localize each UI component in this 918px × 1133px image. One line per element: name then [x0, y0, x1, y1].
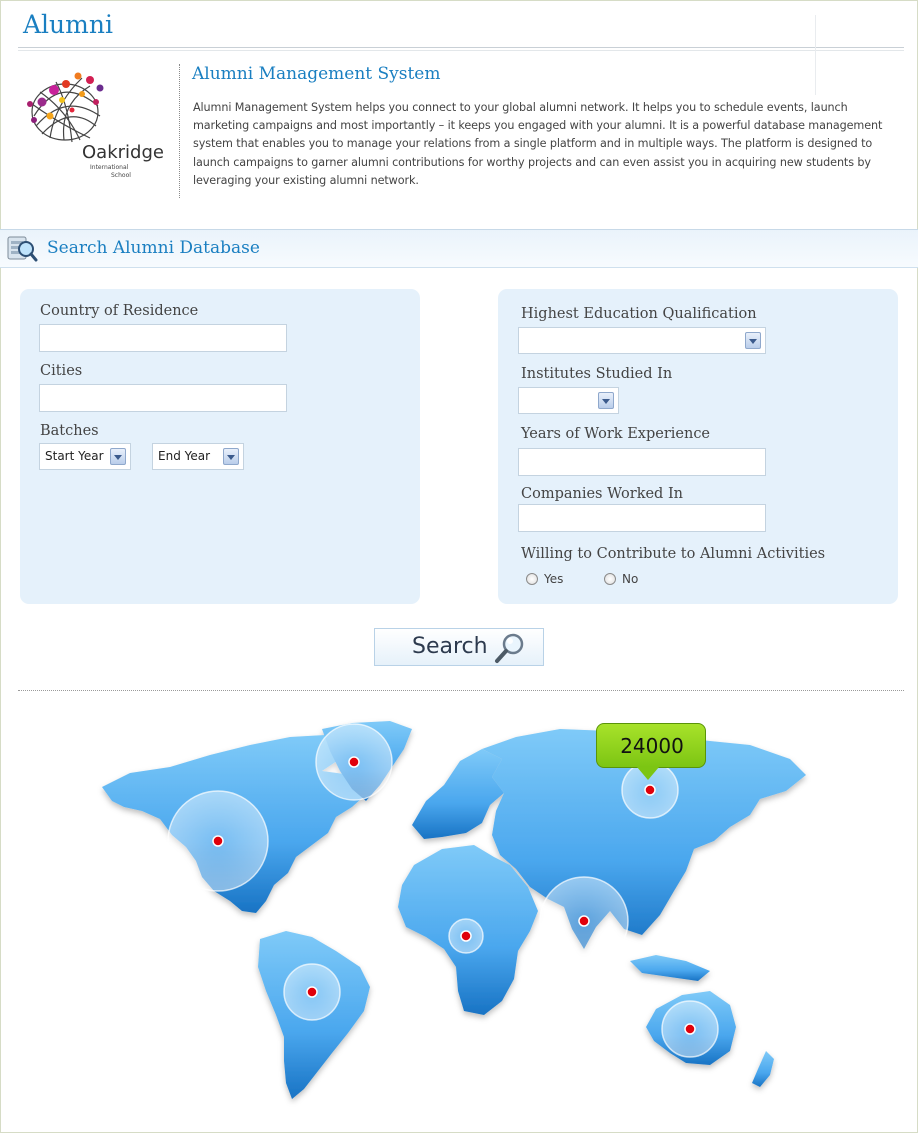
contribute-no-radio[interactable]: [604, 573, 616, 585]
vertical-divider: [179, 64, 180, 198]
contribute-no-label[interactable]: No: [622, 572, 639, 586]
cities-label: Cities: [40, 363, 83, 379]
contribute-yes-label[interactable]: Yes: [544, 572, 564, 586]
country-label: Country of Residence: [40, 303, 199, 319]
cities-input[interactable]: [39, 384, 287, 412]
institutes-select[interactable]: [518, 387, 619, 414]
region-europe: [412, 749, 504, 839]
search-button-label: Search: [412, 634, 488, 659]
title-rule: [18, 47, 904, 48]
experience-input[interactable]: [518, 448, 766, 476]
magnifier-icon: [493, 632, 527, 664]
batches-label: Batches: [40, 423, 99, 439]
country-input[interactable]: [39, 324, 287, 352]
map-tooltip: [596, 723, 706, 768]
contribute-yes-radio[interactable]: [526, 573, 538, 585]
chevron-down-icon[interactable]: [223, 448, 239, 465]
marker-south-america[interactable]: [307, 987, 317, 997]
marker-africa[interactable]: [461, 931, 471, 941]
about-title: Alumni Management System: [192, 64, 441, 84]
alumni-world-map: [90, 715, 820, 1115]
search-button[interactable]: [374, 628, 544, 666]
logo-subtitle-1: International: [90, 164, 129, 171]
dotted-separator: [18, 690, 904, 691]
tooltip-value: 24000: [620, 734, 684, 758]
end-year-value: End Year: [158, 449, 211, 463]
marker-australia[interactable]: [685, 1024, 695, 1034]
region-new-zealand: [752, 1051, 774, 1087]
institutes-label: Institutes Studied In: [521, 366, 673, 382]
school-logo: [20, 64, 170, 189]
decorative-line: [815, 15, 816, 95]
logo-subtitle-2: School: [111, 172, 131, 179]
chevron-down-icon[interactable]: [745, 332, 761, 349]
chevron-down-icon[interactable]: [110, 448, 126, 465]
companies-label: Companies Worked In: [521, 486, 684, 502]
companies-input[interactable]: [518, 504, 766, 532]
education-select[interactable]: [518, 327, 766, 354]
chevron-down-icon[interactable]: [598, 392, 614, 409]
end-year-select[interactable]: [152, 443, 244, 470]
experience-label: Years of Work Experience: [521, 426, 711, 442]
start-year-value: Start Year: [45, 449, 104, 463]
page-title: Alumni: [23, 10, 113, 39]
marker-india[interactable]: [579, 916, 589, 926]
search-section-title: Search Alumni Database: [47, 238, 260, 258]
logo-name: Oakridge: [82, 142, 164, 163]
database-search-icon: [6, 233, 38, 263]
start-year-select[interactable]: [39, 443, 131, 470]
contribute-label: Willing to Contribute to Alumni Activities: [521, 546, 826, 562]
education-label: Highest Education Qualification: [521, 306, 757, 322]
region-southeast-asia: [630, 955, 710, 981]
title-rule-secondary: [18, 50, 904, 51]
marker-russia[interactable]: [645, 785, 655, 795]
about-description: Alumni Management System helps you connect to your global alumni network. It helps you to schedule events, launch marketing campaigns and most importantly – it keeps you engaged with your alumni. It is a powerful database management system that enables you to manage your relations from a single platform and in multiple ways. The platform is designed to launch campaigns to garner alumni contributions for worthy projects and can even assist you in acquiring new students by leveraging your existing alumni network.: [193, 101, 883, 187]
marker-greenland[interactable]: [349, 757, 359, 767]
marker-north-america[interactable]: [213, 836, 223, 846]
